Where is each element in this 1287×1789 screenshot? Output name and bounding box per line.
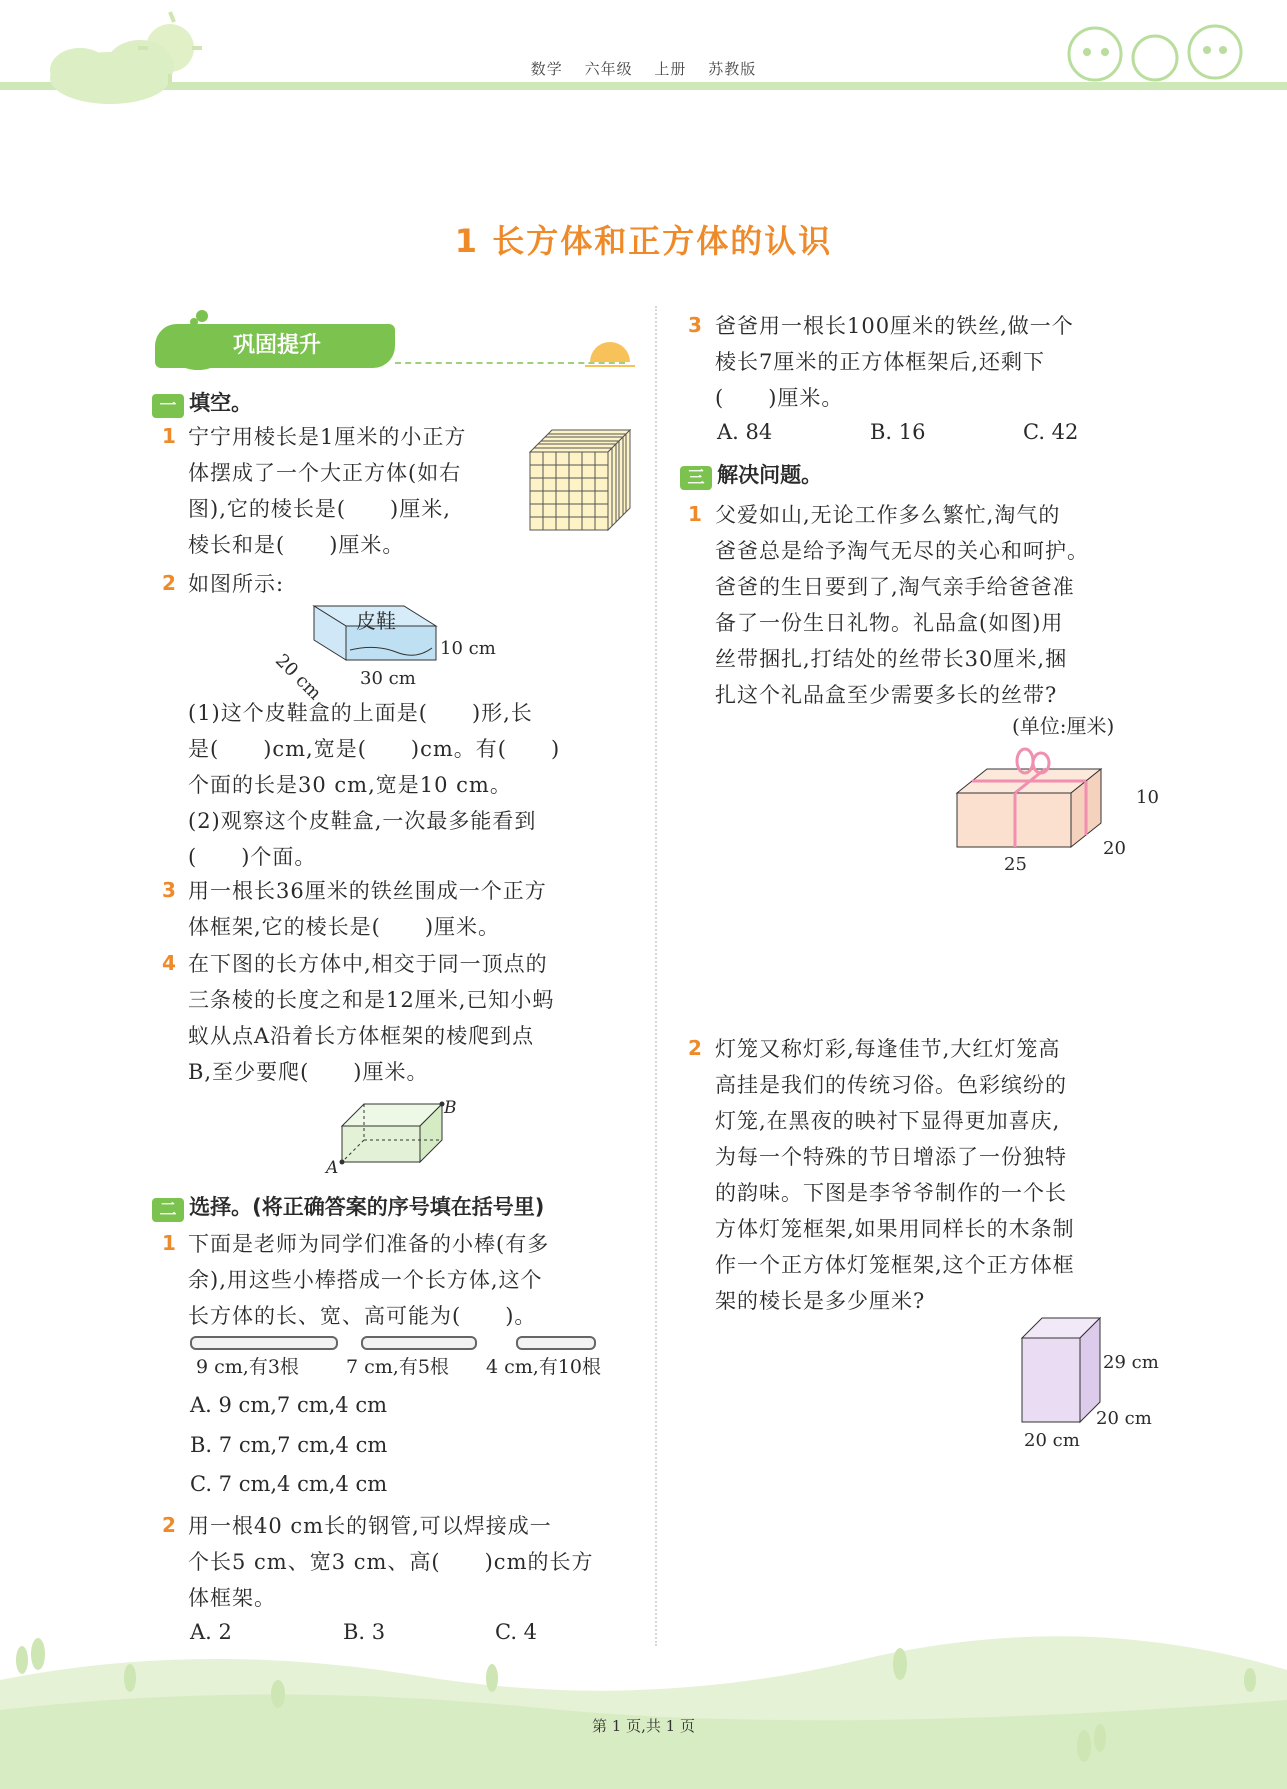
header-text xyxy=(0,58,1287,79)
s2-q1-option-a[interactable]: A. 9 cm,7 cm,4 cm xyxy=(190,1393,387,1417)
section1-tag: 一 xyxy=(152,394,184,418)
cube-grid-figure xyxy=(528,428,634,534)
s3-q2-text xyxy=(715,1031,1075,1319)
s3-q1-line: 备了一份生日礼物。礼品盒(如图)用 xyxy=(715,611,1064,635)
s3-q2-line: 作一个正方体灯笼框架,这个正方体框 xyxy=(715,1253,1075,1277)
s1-q1-line: 图),它的棱长是( )厘米, xyxy=(188,497,451,521)
point-a-label: A xyxy=(326,1158,339,1178)
s1-q4-text xyxy=(188,946,554,1090)
s3-q2-line: 灯笼,在黑夜的映衬下显得更加喜庆, xyxy=(715,1109,1061,1133)
s1-q2-number: 2 xyxy=(162,571,176,595)
header-volume: 上册 xyxy=(654,60,687,78)
s1-q1-text xyxy=(188,419,466,563)
s1-q2-line: (2)观察这个皮鞋盒,一次最多能看到 xyxy=(188,809,537,833)
section-banner: 巩固提升 xyxy=(155,324,395,368)
s1-q4-line: 三条棱的长度之和是12厘米,已知小蚂 xyxy=(188,988,555,1012)
s1-q3-number: 3 xyxy=(162,878,176,902)
page-title: 1 长方体和正方体的认识 xyxy=(454,222,833,260)
stick-4cm xyxy=(516,1336,596,1350)
s2-q1-text xyxy=(188,1226,549,1334)
stick-7cm xyxy=(361,1336,477,1350)
s3-q2-line: 方体灯笼框架,如果用同样长的木条制 xyxy=(715,1217,1075,1241)
s2-q2-number: 2 xyxy=(162,1513,176,1537)
s3-q1-line: 父爱如山,无论工作多么繁忙,淘气的 xyxy=(715,503,1061,527)
s1-q2-intro: 如图所示: xyxy=(188,572,285,596)
header-edition: 苏教版 xyxy=(708,60,757,78)
s2-q3-option-b[interactable]: B. 16 xyxy=(870,420,926,444)
section3-title: 解决问题。 xyxy=(717,463,823,487)
shoe-box-height: 10 cm xyxy=(440,638,496,659)
shoe-box-length: 30 cm xyxy=(360,668,416,689)
gift-box-width: 20 xyxy=(1103,838,1126,859)
s2-q1-option-b[interactable]: B. 7 cm,7 cm,4 cm xyxy=(190,1433,388,1457)
s1-q4-line: 蚁从点A沿着长方体框架的棱爬到点 xyxy=(188,1024,535,1048)
section2-tag: 二 xyxy=(152,1198,184,1222)
s3-q2-line: 为每一个特殊的节日增添了一份独特 xyxy=(715,1145,1067,1169)
header-grade: 六年级 xyxy=(584,60,633,78)
s2-q2-option-b[interactable]: B. 3 xyxy=(343,1620,386,1644)
s1-q4-line: 在下图的长方体中,相交于同一顶点的 xyxy=(188,952,548,976)
lantern-length: 20 cm xyxy=(1024,1430,1080,1451)
s2-q1-option-c[interactable]: C. 7 cm,4 cm,4 cm xyxy=(190,1472,388,1496)
s1-q2-line: ( )个面。 xyxy=(188,845,317,869)
s1-q3-line: 体框架,它的棱长是( )厘米。 xyxy=(188,915,501,939)
s1-q1-line: 棱长和是( )厘米。 xyxy=(188,533,405,557)
stick-label-3: 4 cm,有10根 xyxy=(486,1356,602,1378)
s1-q1-line: 宁宁用棱长是1厘米的小正方 xyxy=(188,425,467,449)
s1-q3-text xyxy=(188,873,547,945)
s3-q2-number: 2 xyxy=(688,1036,702,1060)
page-footer: 第 1 页,共 1 页 xyxy=(592,1717,695,1735)
s1-q3-line: 用一根长36厘米的铁丝围成一个正方 xyxy=(188,879,547,903)
s1-q4-number: 4 xyxy=(162,951,176,975)
s3-q1-line: 扎这个礼品盒至少需要多长的丝带? xyxy=(715,683,1058,707)
s1-q2-line: 是( )cm,宽是( )cm。有( ) xyxy=(188,737,561,761)
s1-q2-line: 个面的长是30 cm,宽是10 cm。 xyxy=(188,773,512,797)
section3-tag: 三 xyxy=(680,466,712,490)
s2-q2-option-a[interactable]: A. 2 xyxy=(190,1620,232,1644)
section1-title: 填空。 xyxy=(189,391,253,415)
s2-q3-option-c[interactable]: C. 42 xyxy=(1023,420,1079,444)
s2-q1-line: 下面是老师为同学们准备的小棒(有多 xyxy=(188,1232,550,1256)
lantern-width: 20 cm xyxy=(1096,1408,1152,1429)
section1-heading xyxy=(152,387,252,418)
s2-q3-number: 3 xyxy=(688,313,702,337)
header-subject: 数学 xyxy=(530,60,563,78)
s2-q3-option-a[interactable]: A. 84 xyxy=(717,420,773,444)
gift-box-length: 25 xyxy=(1004,854,1027,875)
s1-q2-text xyxy=(188,695,560,875)
s2-q2-line: 用一根40 cm长的钢管,可以焊接成一 xyxy=(188,1514,552,1538)
section2-title: 选择。(将正确答案的序号填在括号里) xyxy=(189,1195,545,1219)
section3-heading xyxy=(680,459,822,490)
s1-q4-line: B,至少要爬( )厘米。 xyxy=(188,1060,429,1084)
s2-q2-text xyxy=(188,1508,593,1616)
section2-heading xyxy=(152,1191,544,1222)
s2-q2-line: 个长5 cm、宽3 cm、高( )cm的长方 xyxy=(188,1550,594,1574)
column-divider xyxy=(655,306,657,1646)
s2-q2-option-c[interactable]: C. 4 xyxy=(495,1620,538,1644)
lantern-height: 29 cm xyxy=(1103,1352,1159,1373)
stick-label-2: 7 cm,有5根 xyxy=(346,1356,449,1378)
s3-q1-line: 爸爸的生日要到了,淘气亲手给爸爸准 xyxy=(715,575,1075,599)
gift-box-figure xyxy=(955,745,1105,850)
s2-q3-text xyxy=(715,308,1074,416)
stick-9cm xyxy=(190,1336,338,1350)
s3-q2-line: 架的棱长是多少厘米? xyxy=(715,1289,926,1313)
s2-q2-line: 体框架。 xyxy=(188,1586,276,1610)
shoe-box-width: 20 cm xyxy=(271,650,326,705)
cuboid-ab-figure xyxy=(338,1100,446,1166)
gift-box-height: 10 xyxy=(1136,787,1159,808)
s3-q1-number: 1 xyxy=(688,502,702,526)
s2-q3-line: 棱长7厘米的正方体框架后,还剩下 xyxy=(715,350,1046,374)
s3-q1-line: 丝带捆扎,打结处的丝带长30厘米,捆 xyxy=(715,647,1068,671)
s1-q1-line: 体摆成了一个大正方体(如右 xyxy=(188,461,462,485)
s1-q2-line: (1)这个皮鞋盒的上面是( )形,长 xyxy=(188,701,533,725)
s3-q2-line: 的韵味。下图是李爷爷制作的一个长 xyxy=(715,1181,1067,1205)
point-b-label: B xyxy=(444,1098,457,1118)
sunset-icon xyxy=(585,340,635,370)
s2-q1-number: 1 xyxy=(162,1231,176,1255)
s3-q1-text xyxy=(715,497,1089,713)
s3-q1-line: 爸爸总是给予淘气无尽的关心和呵护。 xyxy=(715,539,1089,563)
s2-q3-line: 爸爸用一根长100厘米的铁丝,做一个 xyxy=(715,314,1074,338)
lantern-frame-figure xyxy=(1018,1314,1102,1426)
s3-q1-unit: (单位:厘米) xyxy=(1012,714,1115,738)
ground-decoration xyxy=(0,1620,1287,1789)
s1-q1-number: 1 xyxy=(162,424,176,448)
s3-q2-line: 灯笼又称灯彩,每逢佳节,大红灯笼高 xyxy=(715,1037,1061,1061)
s3-q2-line: 高挂是我们的传统习俗。色彩缤纷的 xyxy=(715,1073,1067,1097)
shoe-box-label: 皮鞋 xyxy=(356,609,396,633)
s2-q3-line: ( )厘米。 xyxy=(715,386,844,410)
s2-q1-line: 余),用这些小棒搭成一个长方体,这个 xyxy=(188,1268,543,1292)
stick-label-1: 9 cm,有3根 xyxy=(196,1356,299,1378)
s2-q1-line: 长方体的长、宽、高可能为( )。 xyxy=(188,1304,537,1328)
